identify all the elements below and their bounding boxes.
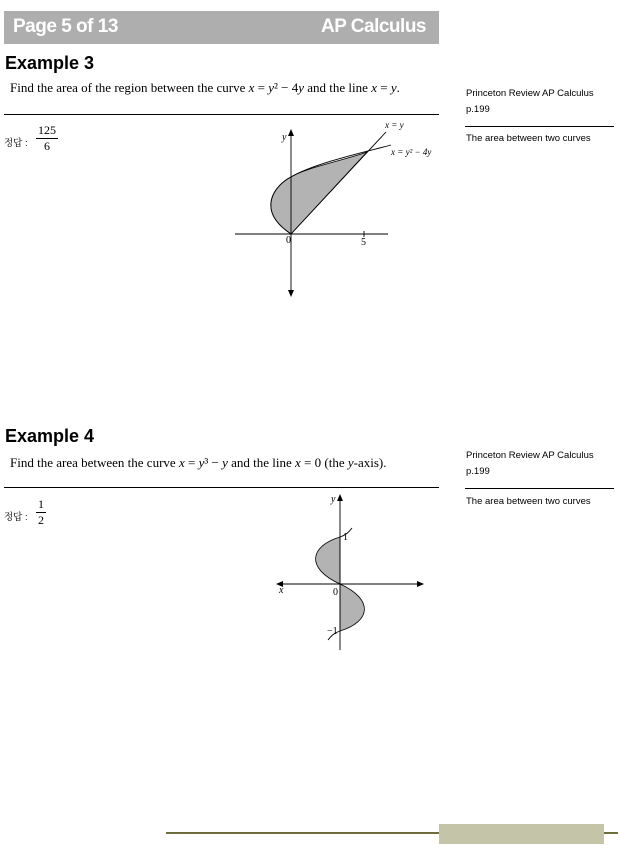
problem-statement: Find the area of the region between the curve x = y² − 4y and the line x = y. xyxy=(10,80,400,95)
curve-label: x = y² − 4y xyxy=(391,147,432,157)
page-header xyxy=(4,11,439,44)
side-divider xyxy=(465,488,614,489)
reference-citation: Princeton Review AP Calculus p.199 xyxy=(466,450,594,477)
graph-example-3 xyxy=(225,115,450,305)
y-axis-arrow-up xyxy=(288,129,294,136)
shaded-region-lower xyxy=(340,584,364,631)
answer-denominator: 6 xyxy=(44,139,50,153)
answer-denominator: 2 xyxy=(38,513,44,527)
origin-label: 0 xyxy=(333,587,338,598)
y-axis-label: y xyxy=(331,494,336,505)
answer-fraction xyxy=(36,123,58,154)
example-title: Example 4 xyxy=(5,426,95,446)
problem-statement: Find the area between the curve x = y³ − y and the line x = 0 (the y-axis). xyxy=(10,455,387,470)
answer-label: 정답 : xyxy=(4,512,28,523)
answer-numerator: 1 xyxy=(38,497,44,511)
page-number: Page 5 of 13 xyxy=(13,16,118,37)
x-axis-label: x xyxy=(279,585,284,596)
footer-box xyxy=(439,824,604,844)
y-axis-arrow-down xyxy=(288,290,294,297)
graph-example-4 xyxy=(270,488,430,658)
x-tick-label: 5 xyxy=(361,237,366,248)
tick-bottom-label: −1 xyxy=(327,626,338,637)
example-title: Example 3 xyxy=(5,53,95,73)
shaded-region-upper xyxy=(316,537,340,584)
subject-title: AP Calculus xyxy=(320,16,426,37)
topic-label: The area between two curves xyxy=(466,133,591,144)
y-axis-label: y xyxy=(282,132,287,143)
origin-label: 0 xyxy=(286,235,291,246)
tick-top-label: 1 xyxy=(343,532,348,543)
answer-label: 정답 : xyxy=(4,138,28,149)
topic-label: The area between two curves xyxy=(466,496,591,507)
side-divider xyxy=(465,126,614,127)
line-label: x = y xyxy=(385,120,404,130)
answer-fraction xyxy=(36,497,46,528)
x-axis-arrow-right xyxy=(417,581,424,587)
reference-citation: Princeton Review AP Calculus p.199 xyxy=(466,88,594,115)
shaded-region xyxy=(271,152,367,234)
y-axis-arrow-up xyxy=(337,494,343,501)
answer-numerator: 125 xyxy=(38,123,56,137)
